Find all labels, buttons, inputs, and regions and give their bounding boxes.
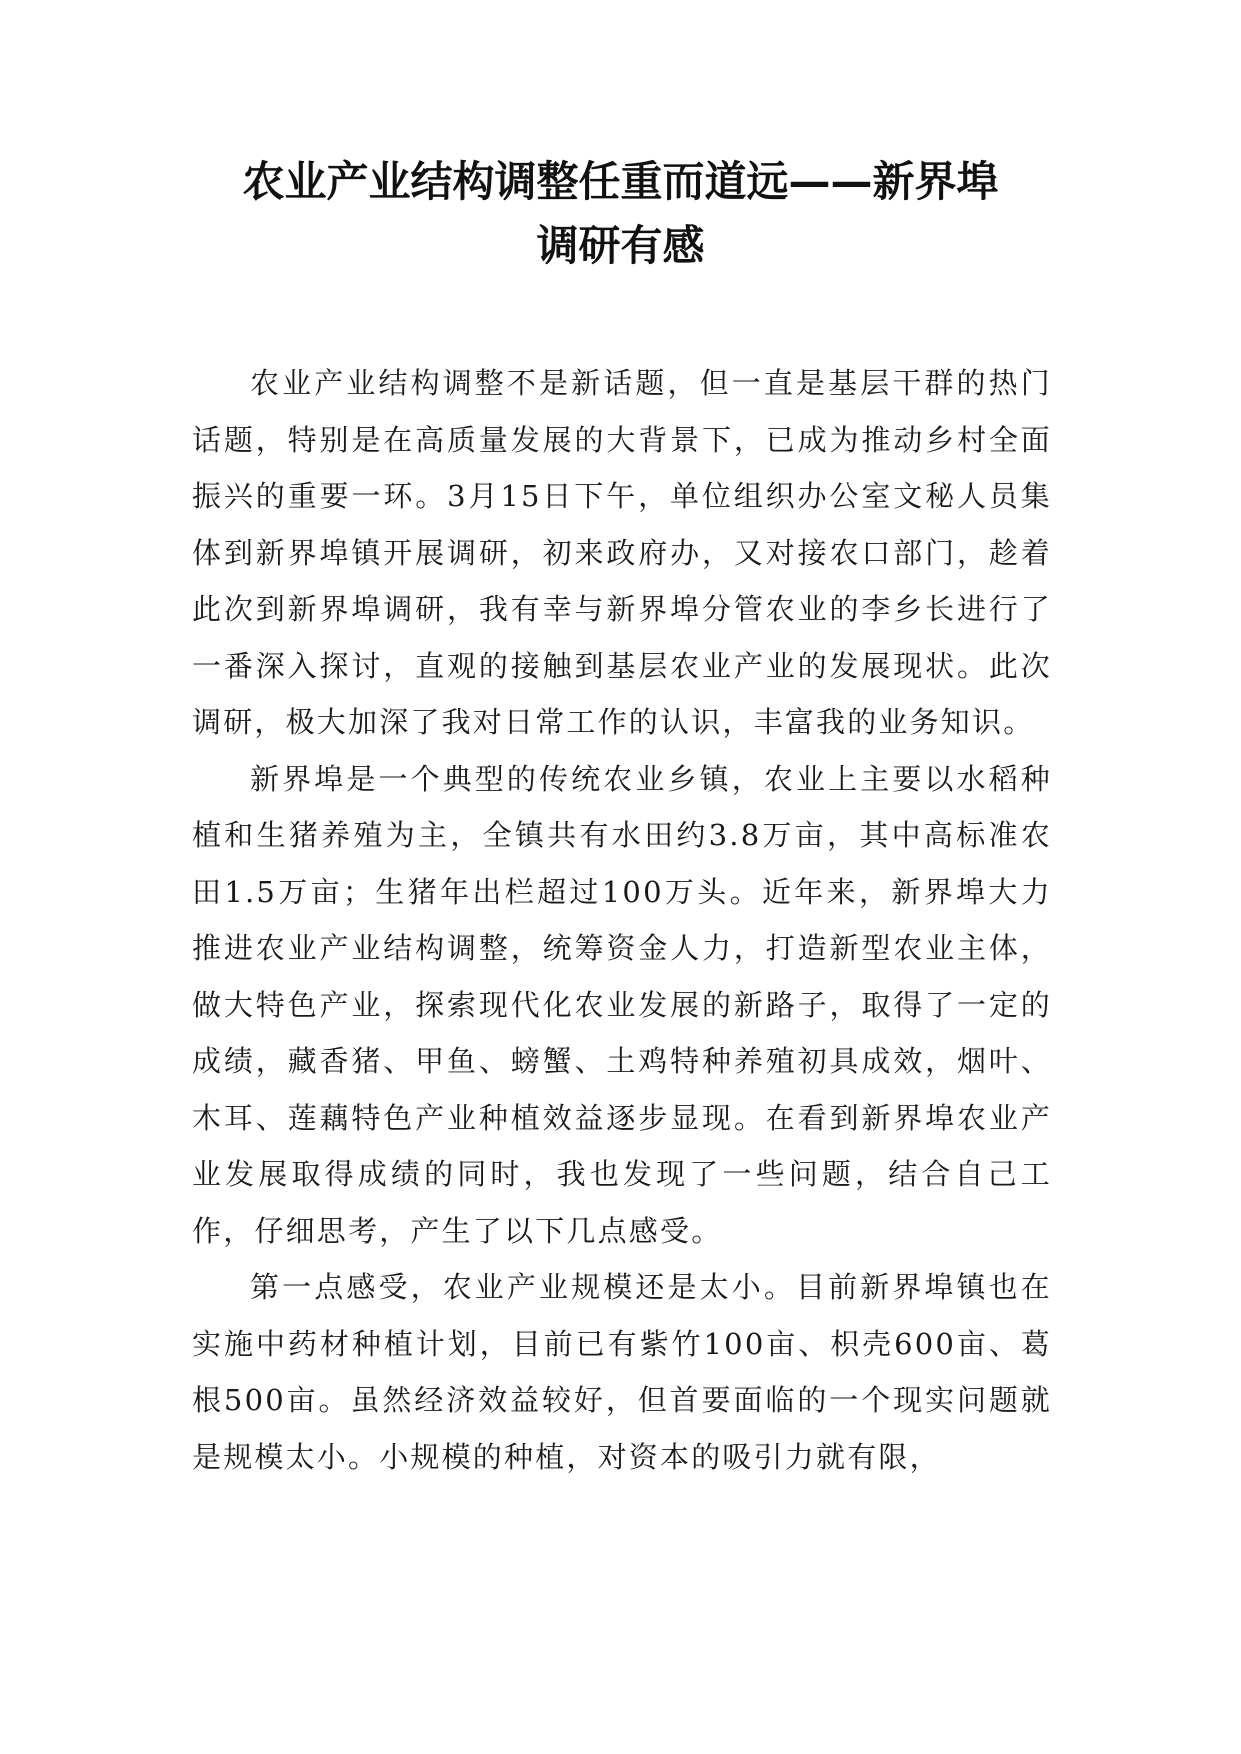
paragraph-overview: 新界埠是一个典型的传统农业乡镇，农业上主要以水稻种植和生猪养殖为主，全镇共有水田约3.8万亩，其中高标准农田1.5万亩；生猪年出栏超过100万头。近年来，新界埠大力推进农业产业结构调整，统筹资金人力，打造新型农业主体，做大特色产业，探索现代化农业发展的新路子，取得了一定的成绩，藏香猪、甲鱼、螃蟹、土鸡特种养殖初具成效，烟叶、木耳、莲藕特色产业种植效益逐步显现。在看到新界埠农业产业发展取得成绩的同时，我也发现了一些问题，结合自己工作，仔细思考，产生了以下几点感受。 [192,761,1052,1248]
paragraph-intro: 农业产业结构调整不是新话题，但一直是基层干群的热门话题，特别是在高质量发展的大背景下，已成为推动乡村全面振兴的重要一环。3月15日下午，单位组织办公室文秘人员集体到新界埠镇开展调研，初来政府办，又对接农口部门，趁着此次到新界埠调研，我有幸与新界埠分管农业的李乡长进行了一番深入探讨，直观的接触到基层农业产业的发展现状。此次调研，极大加深了我对日常工作的认识，丰富我的业务知识。 [192,366,1052,739]
title-line-2: 调研有感 [536,221,705,270]
document-body [192,355,1052,1485]
title-line-1: 农业产业结构调整任重而道远——新界埠 [242,157,999,206]
document-title [185,150,1056,278]
paragraph-first-feeling: 第一点感受，农业产业规模还是太小。目前新界埠镇也在实施中药材种植计划，目前已有紫竹100亩、枳壳600亩、葛根500亩。虽然经济效益较好，但首要面临的一个现实问题就是规模太小。小规模的种植，对资本的吸引力就有限， [192,1270,1052,1474]
